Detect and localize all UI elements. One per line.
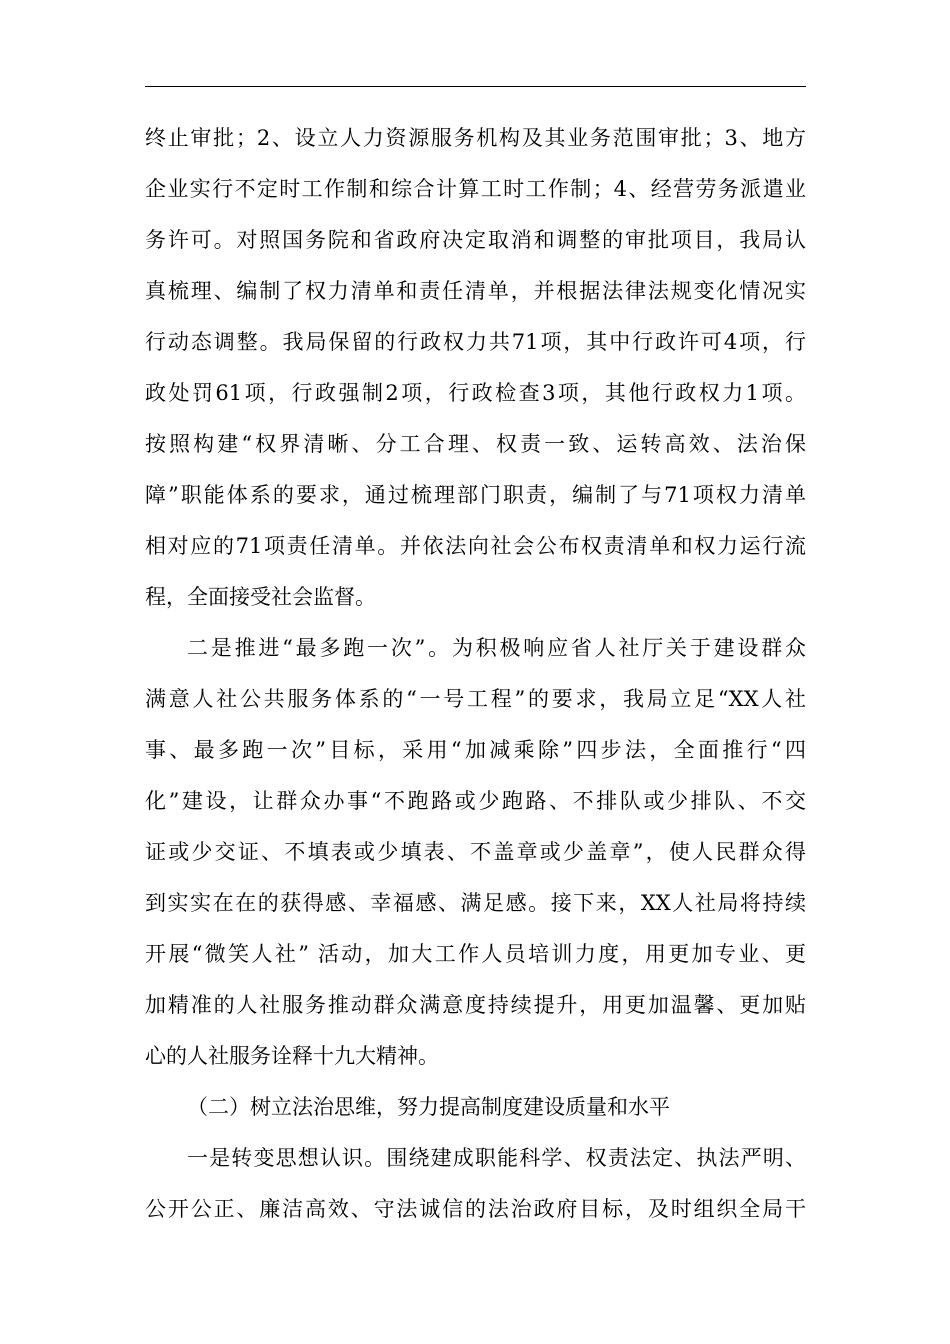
paragraph-first-line: 一是转变思想认识。围绕建成职能科学、权责法定、执法严明、 bbox=[187, 1146, 806, 1170]
body-line: 相对应的71项责任清单。并依法向社会公布权责清单和权力运行流 bbox=[145, 534, 806, 558]
body-line: 政处罚61项，行政强制2项，行政检查3项，其他行政权力1项。 bbox=[145, 381, 806, 405]
body-line: 企业实行不定时工作制和综合计算工时工作制；4、经营劳务派遣业 bbox=[145, 177, 806, 201]
body-line: 事、最多跑一次”目标，采用“加减乘除”四步法，全面推行“四 bbox=[145, 738, 806, 762]
body-line: 心的人社服务诠释十九大精神。 bbox=[145, 1044, 439, 1068]
body-line: 程，全面接受社会监督。 bbox=[145, 585, 376, 609]
body-line: 公开公正、廉洁高效、守法诚信的法治政府目标，及时组织全局干 bbox=[145, 1197, 806, 1221]
body-line: 化”建设，让群众办事“不跑路或少跑路、不排队或少排队、不交 bbox=[145, 789, 806, 813]
body-line: 满意人社公共服务体系的“一号工程”的要求，我局立足“XX人社 bbox=[145, 687, 806, 711]
body-line: 行动态调整。我局保留的行政权力共71项，其中行政许可4项，行 bbox=[145, 330, 806, 354]
body-line: 开展“微笑人社” 活动，加大工作人员培训力度，用更加专业、更 bbox=[145, 942, 806, 966]
body-line: 到实实在在的获得感、幸福感、满足感。接下来，XX人社局将持续 bbox=[145, 891, 806, 915]
body-line: 务许可。对照国务院和省政府决定取消和调整的审批项目，我局认 bbox=[145, 228, 806, 252]
body-line: 证或少交证、不填表或少填表、不盖章或少盖章”，使人民群众得 bbox=[145, 840, 806, 864]
body-line: 按照构建“权界清晰、分工合理、权责一致、运转高效、法治保 bbox=[145, 432, 806, 456]
body-line: 终止审批；2、设立人力资源服务机构及其业务范围审批；3、地方 bbox=[145, 126, 806, 150]
body-line: 加精准的人社服务推动群众满意度持续提升，用更加温馨、更加贴 bbox=[145, 993, 806, 1017]
section-heading: （二）树立法治思维，努力提高制度建设质量和水平 bbox=[187, 1095, 670, 1119]
body-line: 障”职能体系的要求，通过梳理部门职责，编制了与71项权力清单 bbox=[145, 483, 806, 507]
body-line: 真梳理、编制了权力清单和责任清单，并根据法律法规变化情况实 bbox=[145, 279, 806, 303]
header-rule bbox=[145, 86, 806, 87]
paragraph-first-line: 二是推进“最多跑一次”。为积极响应省人社厅关于建设群众 bbox=[187, 636, 806, 660]
